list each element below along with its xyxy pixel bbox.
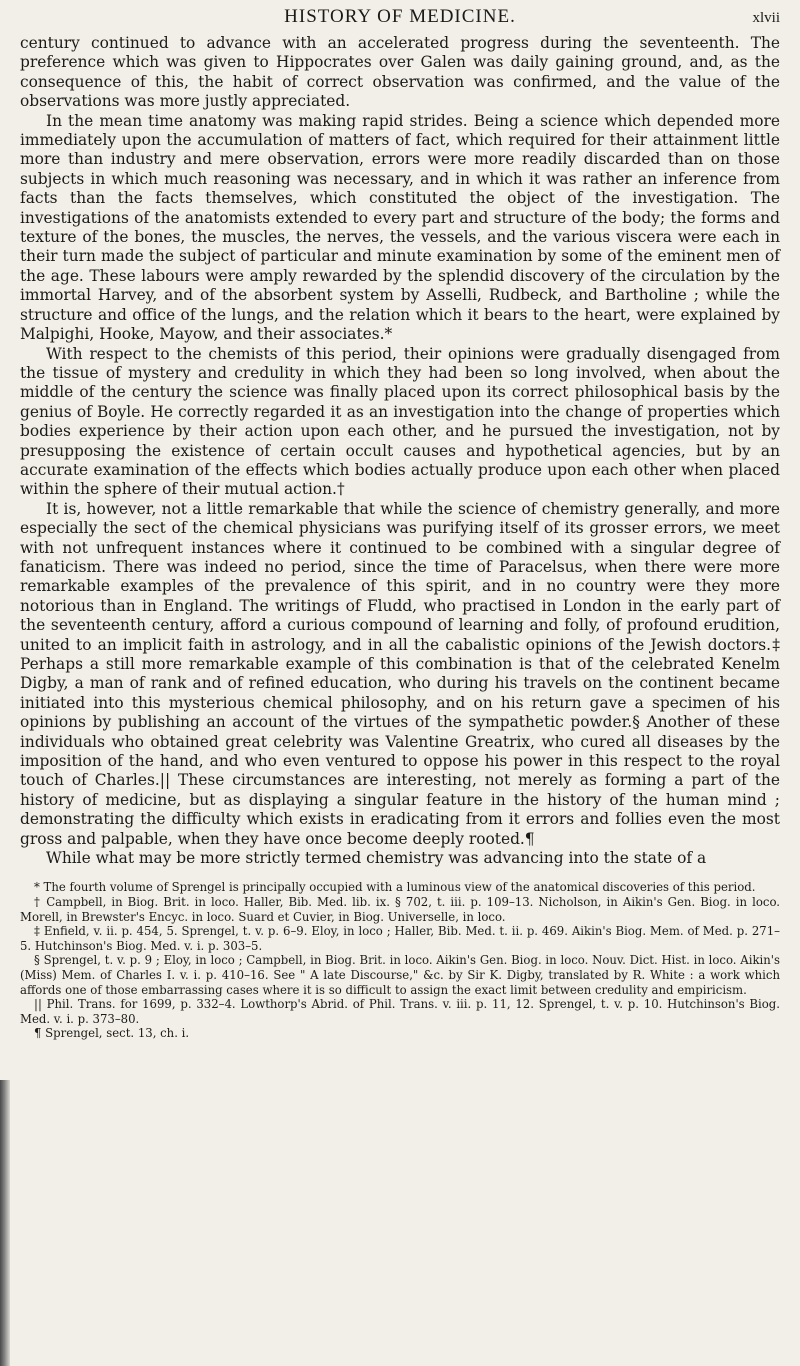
- footnote: ¶ Sprengel, sect. 13, ch. i.: [34, 1026, 190, 1041]
- running-title: HISTORY OF MEDICINE.: [284, 6, 516, 27]
- footnote: || Phil. Trans. for 1699, p. 332–4. Lowthorp's Abrid. of Phil. Trans. v. iii. p. 11, 12. Sprengel, t. v. p. 10. Hutchinson's Biog. Med. v. i. p. 373–80.: [20, 997, 780, 1026]
- book-binding-shadow: [0, 1080, 10, 1366]
- paragraph: century continued to advance with an accelerated progress during the seventeenth. The preference which was given to Hippocrates over Galen was daily gaining ground, and, as the consequence of this, the habit of correct observation was confirmed, and the value of the observations was more justly appreciated.: [20, 34, 780, 111]
- footnote: * The fourth volume of Sprengel is principally occupied with a luminous view of the anatomical discoveries of this period.: [34, 880, 756, 895]
- paragraph: It is, however, not a little remarkable that while the science of chemistry generally, and more especially the sect of the chemical physicians was purifying itself of its grosser errors, we meet with not unfrequent instances where it continued to be combined with a singular degree of fanaticism. There was indeed no period, since the time of Paracelsus, when there were more remarkable examples of the prevalence of this spirit, and in no country were they more notorious than in England. The writings of Fludd, who practised in London in the early part of the seventeenth century, afford a curious compound of learning and folly, of profound erudition, united to an implicit faith in astrology, and in all the cabalistic opinions of the Jewish doctors.‡ Perhaps a still more remarkable example of this combination is that of the celebrated Kenelm Digby, a man of rank and of refined education, who during his travels on the continent became initiated into this mysterious chemical philosophy, and on his return gave a specimen of his opinions by publishing an account of the virtues of the sympathetic powder.§ Another of these individuals who obtained great celebrity was Valentine Greatrix, who cured all diseases by the imposition of the hand, and who even ventured to oppose his power in this respect to the royal touch of Charles.|| These circumstances are interesting, not merely as forming a part of the history of medicine, but as displaying a singular feature in the history of the human mind ; demonstrating the difficulty which exists in eradicating from it errors and follies even the most gross and palpable, when they have once become deeply rooted.¶: [20, 499, 780, 848]
- paragraph: In the mean time anatomy was making rapid strides. Being a science which depended more immediately upon the accumulation of matters of fact, which required for their attainment little more than industry and mere observation, errors were more readily discarded than on those subjects in which much reasoning was necessary, and in which it was rather an inference from facts than the facts themselves, which constituted the object of the investigation. The investigations of the anatomists extended to every part and structure of the body; the forms and texture of the bones, the muscles, the nerves, the vessels, and the various viscera were each in their turn made the subject of particular and minute examination by some of the eminent men of the age. These labours were amply rewarded by the splendid discovery of the circulation by the immortal Harvey, and of the absorbent system by Asselli, Rudbeck, and Bartholine ; while the structure and office of the lungs, and the relation which it bears to the heart, were explained by Malpighi, Hooke, Mayow, and their associates.*: [20, 111, 780, 344]
- footnote: ‡ Enfield, v. ii. p. 454, 5. Sprengel, t. v. p. 6–9. Eloy, in loco ; Haller, Bib. Med. t. ii. p. 469. Aikin's Biog. Mem. of Med. p. 271–5. Hutchinson's Biog. Med. v. i. p. 303–5.: [20, 924, 780, 953]
- footnote: † Campbell, in Biog. Brit. in loco. Haller, Bib. Med. lib. ix. § 702, t. iii. p. 109–13. Nicholson, in Aikin's Gen. Biog. in loco. Morell, in Brewster's Encyc. in loco. Suard et Cuvier, in Biog. Universelle, in loco.: [20, 895, 780, 924]
- page-number: xlvii: [752, 10, 780, 26]
- footnotes: [20, 880, 780, 1041]
- running-header: [20, 4, 780, 34]
- main-text: [20, 34, 780, 868]
- paragraph: With respect to the chemists of this period, their opinions were gradually disengaged from the tissue of mystery and credulity in which they had been so long involved, when about the middle of the century the science was finally placed upon its correct philosophical basis by the genius of Boyle. He correctly regarded it as an investigation into the change of properties which bodies experience by their action upon each other, and he pursued the investigation, not by presupposing the existence of certain occult causes and hypothetical agencies, but by an accurate examination of the effects which bodies actually produce upon each other when placed within the sphere of their mutual action.†: [20, 344, 780, 499]
- footnote: § Sprengel, t. v. p. 9 ; Eloy, in loco ; Campbell, in Biog. Brit. in loco. Aikin's Gen. Biog. in loco. Nouv. Dict. Hist. in loco. Aikin's (Miss) Mem. of Charles I. v. i. p. 410–16. See " A late Discourse," &c. by Sir K. Digby, translated by R. White : a work which affords one of those embarrassing cases where it is so difficult to assign the exact limit between credulity and empiricism.: [20, 953, 780, 997]
- paragraph: While what may be more strictly termed chemistry was advancing into the state of a: [46, 849, 707, 868]
